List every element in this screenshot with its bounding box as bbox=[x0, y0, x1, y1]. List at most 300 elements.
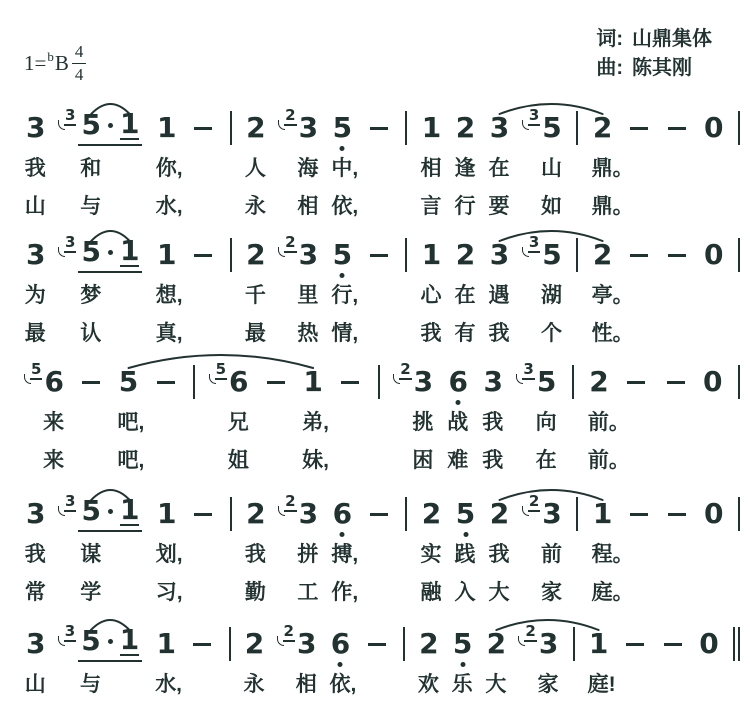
note-cluster bbox=[421, 238, 442, 271]
lyric-line bbox=[0, 321, 750, 349]
music-system bbox=[0, 360, 750, 482]
duration-dash bbox=[370, 254, 388, 257]
note-cluster bbox=[702, 365, 723, 398]
note: 5 bbox=[455, 497, 476, 530]
note: 1 bbox=[156, 497, 177, 530]
lyric-syllable: 鼎。 bbox=[591, 157, 634, 180]
lyric-syllable: 欢 bbox=[417, 673, 439, 696]
note-cluster bbox=[378, 365, 380, 399]
barline bbox=[405, 497, 407, 531]
note-cluster bbox=[332, 238, 353, 271]
lyric-syllable: 海 bbox=[297, 157, 319, 180]
music-line bbox=[26, 360, 740, 404]
barline bbox=[738, 111, 740, 145]
lyric-syllable: 情, bbox=[331, 322, 359, 345]
note-cluster bbox=[589, 365, 609, 398]
lyric-syllable: 谋 bbox=[80, 543, 102, 566]
beam-group bbox=[78, 493, 142, 532]
duration-dash bbox=[630, 254, 648, 257]
key-letter: B bbox=[54, 50, 69, 75]
note-cluster bbox=[246, 497, 266, 530]
duration-dash bbox=[157, 381, 175, 384]
barline bbox=[738, 238, 740, 272]
duration-dash bbox=[626, 643, 644, 646]
note: 3 bbox=[298, 238, 319, 271]
note: 1 bbox=[421, 111, 442, 144]
flat-sign: b bbox=[47, 49, 54, 65]
duration-dash bbox=[370, 127, 388, 130]
note: 5 bbox=[332, 111, 353, 144]
note: 3 bbox=[538, 627, 559, 660]
note: 5 bbox=[332, 238, 353, 271]
lyric-syllable: 千 bbox=[244, 284, 266, 307]
note-cluster bbox=[738, 111, 740, 145]
lyric-syllable: 山 bbox=[24, 673, 46, 696]
grace-note: 2 bbox=[285, 106, 296, 124]
duration-dash bbox=[627, 381, 645, 384]
note-cluster bbox=[661, 643, 685, 646]
lyric-syllable: 学 bbox=[80, 581, 102, 604]
lyric-syllable: 在 bbox=[535, 449, 557, 472]
lyric-syllable: 习, bbox=[155, 581, 183, 604]
note-cluster bbox=[264, 381, 288, 384]
lyric-syllable: 水, bbox=[155, 673, 183, 696]
music-line bbox=[26, 233, 740, 277]
lyric-syllable: 逢 bbox=[454, 157, 476, 180]
note-cluster bbox=[191, 254, 215, 257]
duration-dot bbox=[108, 123, 113, 128]
lyric-syllable: 大 bbox=[488, 581, 510, 604]
lyric-syllable: 与 bbox=[80, 195, 102, 218]
grace-note: 3 bbox=[65, 492, 76, 510]
rest-note: 0 bbox=[703, 238, 724, 271]
note-cluster bbox=[627, 127, 651, 130]
note-cluster bbox=[419, 627, 439, 660]
note: 1 bbox=[119, 234, 140, 267]
note-cluster bbox=[79, 381, 103, 384]
note: 6 bbox=[332, 497, 353, 530]
lyric-syllable: 里 bbox=[297, 284, 319, 307]
lyricist-credit bbox=[596, 25, 712, 54]
note-cluster bbox=[330, 627, 351, 660]
music-system bbox=[0, 106, 750, 228]
bar-stroke bbox=[733, 627, 735, 661]
note-cluster bbox=[448, 365, 469, 398]
music-line bbox=[26, 622, 740, 666]
lyric-syllable: 山 bbox=[24, 195, 46, 218]
note: 3 bbox=[26, 238, 46, 271]
lyric-syllable: 相 bbox=[420, 157, 442, 180]
note-cluster bbox=[365, 643, 389, 646]
music-system bbox=[0, 622, 750, 727]
note-cluster bbox=[367, 254, 391, 257]
note-cluster bbox=[280, 233, 319, 271]
note-cluster bbox=[156, 111, 177, 144]
note: 1 bbox=[588, 627, 609, 660]
lyric-syllable: 相 bbox=[297, 195, 319, 218]
note: 3 bbox=[542, 497, 562, 530]
duration-dash bbox=[668, 513, 686, 516]
duration-dash bbox=[368, 643, 386, 646]
composer-credit bbox=[596, 54, 712, 83]
credits bbox=[596, 25, 712, 83]
lyric-syllable: 依, bbox=[329, 673, 357, 696]
barline bbox=[576, 111, 578, 145]
lyric-syllable: 个 bbox=[541, 322, 562, 345]
note-cluster bbox=[403, 627, 405, 661]
lyric-line bbox=[0, 580, 750, 608]
lyric-syllable: 程。 bbox=[591, 543, 634, 566]
lyric-syllable: 我 bbox=[482, 411, 504, 434]
lyric-syllable: 性。 bbox=[591, 322, 634, 345]
beam-group bbox=[78, 234, 142, 273]
credit-label: 词: bbox=[596, 28, 623, 50]
lyric-syllable: 有 bbox=[454, 322, 476, 345]
note: 6 bbox=[330, 627, 351, 660]
lyric-syllable: 我 bbox=[24, 157, 46, 180]
note-cluster bbox=[303, 365, 323, 398]
note: 5 bbox=[118, 365, 139, 398]
note-cluster bbox=[405, 497, 407, 531]
lyric-syllable: 前。 bbox=[587, 411, 630, 434]
note: 5 bbox=[81, 235, 101, 268]
lyric-syllable: 向 bbox=[535, 411, 557, 434]
note: 6 bbox=[448, 365, 469, 398]
beam-group bbox=[78, 623, 142, 662]
lyric-syllable: 入 bbox=[454, 581, 476, 604]
note-cluster bbox=[156, 238, 177, 271]
note: 3 bbox=[26, 497, 46, 530]
note: 1 bbox=[156, 238, 177, 271]
note-cluster bbox=[455, 238, 476, 271]
lyric-line bbox=[0, 542, 750, 570]
note-cluster bbox=[524, 492, 562, 530]
lyric-syllable: 永 bbox=[243, 673, 265, 696]
note-cluster bbox=[246, 238, 266, 271]
note-cluster bbox=[26, 497, 46, 530]
note: 2 bbox=[455, 238, 476, 271]
lyric-line bbox=[0, 283, 750, 311]
lyric-syllable: 难 bbox=[447, 449, 469, 472]
music-system bbox=[0, 233, 750, 355]
grace-note: 3 bbox=[528, 233, 540, 251]
grace-note: 3 bbox=[64, 622, 76, 640]
note-cluster bbox=[244, 627, 265, 660]
lyric-syllable: 永 bbox=[244, 195, 266, 218]
note-cluster bbox=[405, 111, 407, 145]
duration-dash bbox=[664, 643, 682, 646]
lyric-syllable: 庭! bbox=[587, 673, 616, 696]
note-cluster bbox=[489, 497, 510, 530]
lyric-syllable: 山 bbox=[541, 157, 562, 180]
lyric-syllable: 遇 bbox=[488, 284, 510, 307]
barline bbox=[738, 497, 740, 531]
grace-note: 2 bbox=[528, 492, 540, 510]
lyric-syllable: 我 bbox=[482, 449, 504, 472]
note-cluster bbox=[191, 513, 215, 516]
duration-dash bbox=[267, 381, 285, 384]
lyric-syllable: 实 bbox=[420, 543, 442, 566]
note: 1 bbox=[119, 493, 140, 526]
lyric-syllable: 常 bbox=[24, 581, 46, 604]
note-cluster bbox=[455, 111, 476, 144]
note-cluster bbox=[738, 497, 740, 531]
duration-dash bbox=[82, 381, 100, 384]
lyric-syllable: 相 bbox=[295, 673, 317, 696]
lyric-syllable: 梦 bbox=[80, 284, 102, 307]
duration-dash bbox=[668, 254, 686, 257]
note-cluster bbox=[455, 497, 476, 530]
duration-dot bbox=[108, 639, 113, 644]
note: 1 bbox=[592, 497, 613, 530]
lyric-syllable: 我 bbox=[488, 543, 510, 566]
note-cluster bbox=[665, 513, 689, 516]
time-denominator: 4 bbox=[74, 64, 84, 84]
lyric-syllable: 认 bbox=[80, 322, 102, 345]
grace-note: 5 bbox=[31, 360, 42, 378]
note: 3 bbox=[413, 365, 434, 398]
lyric-syllable: 中, bbox=[331, 157, 359, 180]
note-cluster bbox=[592, 497, 613, 530]
barline bbox=[193, 365, 195, 399]
note-cluster bbox=[703, 238, 724, 271]
barline bbox=[403, 627, 405, 661]
note-cluster bbox=[624, 381, 648, 384]
note-cluster bbox=[60, 622, 142, 662]
lyric-syllable: 言 bbox=[420, 195, 442, 218]
note-cluster bbox=[489, 111, 510, 144]
note: 3 bbox=[26, 111, 46, 144]
lyric-syllable: 你, bbox=[155, 157, 183, 180]
grace-note: 2 bbox=[283, 622, 294, 640]
note-cluster bbox=[26, 360, 64, 398]
lyric-syllable: 勤 bbox=[244, 581, 266, 604]
lyric-syllable: 和 bbox=[80, 157, 102, 180]
lyric-syllable: 水, bbox=[155, 195, 183, 218]
note-cluster bbox=[338, 381, 362, 384]
note-cluster bbox=[230, 111, 232, 145]
note: 1 bbox=[421, 238, 442, 271]
rest-note: 0 bbox=[703, 497, 724, 530]
grace-note: 3 bbox=[523, 360, 534, 378]
note-cluster bbox=[26, 111, 46, 144]
note: 5 bbox=[536, 365, 557, 398]
note: 3 bbox=[298, 497, 319, 530]
grace-note: 2 bbox=[400, 360, 411, 378]
note-cluster bbox=[738, 238, 740, 272]
music-line bbox=[26, 492, 740, 536]
lyric-line bbox=[0, 194, 750, 222]
note-cluster bbox=[738, 365, 740, 399]
note: 2 bbox=[455, 111, 476, 144]
lyric-syllable: 困 bbox=[412, 449, 434, 472]
note: 2 bbox=[592, 111, 613, 144]
lyric-syllable: 心 bbox=[420, 284, 442, 307]
duration-dash bbox=[193, 643, 211, 646]
note-cluster bbox=[623, 643, 647, 646]
lyric-syllable: 在 bbox=[488, 157, 510, 180]
note: 3 bbox=[489, 238, 510, 271]
barline bbox=[573, 627, 575, 661]
lyric-syllable: 弟, bbox=[302, 411, 329, 434]
lyric-syllable: 与 bbox=[79, 673, 101, 696]
note-cluster bbox=[627, 254, 651, 257]
note-cluster bbox=[156, 497, 177, 530]
note: 2 bbox=[244, 627, 265, 660]
lyric-syllable: 作, bbox=[331, 581, 359, 604]
note-cluster bbox=[26, 627, 46, 660]
note-cluster bbox=[452, 627, 473, 660]
note-cluster bbox=[118, 365, 139, 398]
note-cluster bbox=[193, 365, 195, 399]
grace-note: 5 bbox=[215, 360, 227, 378]
lyric-syllable: 我 bbox=[244, 543, 266, 566]
note-cluster bbox=[699, 627, 719, 660]
note: 3 bbox=[489, 111, 510, 144]
lyric-syllable: 兄 bbox=[227, 411, 249, 434]
lyric-syllable: 行 bbox=[454, 195, 476, 218]
note: 2 bbox=[246, 497, 266, 530]
note: 6 bbox=[44, 365, 64, 398]
lyric-syllable: 在 bbox=[454, 284, 476, 307]
note: 2 bbox=[589, 365, 609, 398]
lyric-syllable: 工 bbox=[297, 581, 319, 604]
lyric-syllable: 吧, bbox=[117, 449, 145, 472]
note-cluster bbox=[592, 111, 613, 144]
note-cluster bbox=[518, 360, 557, 398]
note: 2 bbox=[486, 627, 507, 660]
note-cluster bbox=[665, 254, 689, 257]
duration-dot bbox=[108, 250, 113, 255]
note-cluster bbox=[405, 238, 407, 272]
lyric-syllable: 要 bbox=[488, 195, 510, 218]
lyric-syllable: 最 bbox=[244, 322, 266, 345]
note-cluster bbox=[421, 111, 442, 144]
lyric-syllable: 人 bbox=[244, 157, 266, 180]
note: 3 bbox=[483, 365, 503, 398]
note: 1 bbox=[119, 623, 140, 656]
duration-dash bbox=[630, 513, 648, 516]
barline bbox=[378, 365, 380, 399]
note-cluster bbox=[703, 497, 724, 530]
note-cluster bbox=[576, 111, 578, 145]
note-cluster bbox=[664, 381, 688, 384]
lyric-line bbox=[0, 672, 750, 700]
note-cluster bbox=[156, 627, 176, 660]
note: 2 bbox=[489, 497, 510, 530]
lyric-syllable: 划, bbox=[155, 543, 183, 566]
lyric-syllable: 拼 bbox=[297, 543, 319, 566]
barline bbox=[738, 365, 740, 399]
lyric-syllable: 湖 bbox=[541, 284, 562, 307]
note-cluster bbox=[280, 106, 319, 144]
lyric-syllable: 鼎。 bbox=[591, 195, 634, 218]
note-cluster bbox=[211, 360, 249, 398]
note-cluster bbox=[332, 497, 353, 530]
lyric-syllable: 如 bbox=[541, 195, 562, 218]
lyric-syllable: 真, bbox=[155, 322, 183, 345]
grace-note: 3 bbox=[65, 233, 76, 251]
note: 2 bbox=[246, 111, 266, 144]
lyric-syllable: 大 bbox=[485, 673, 507, 696]
lyric-syllable: 前 bbox=[541, 543, 562, 566]
note-cluster bbox=[524, 106, 562, 144]
beam-group bbox=[78, 107, 142, 146]
time-signature bbox=[72, 42, 87, 84]
key-prefix: 1= bbox=[24, 50, 47, 75]
note-cluster bbox=[573, 627, 575, 661]
lyric-syllable: 搏, bbox=[331, 543, 359, 566]
barline bbox=[230, 497, 232, 531]
lyric-syllable: 行, bbox=[331, 284, 359, 307]
lyric-syllable: 我 bbox=[488, 322, 510, 345]
note-cluster bbox=[230, 497, 232, 531]
lyric-syllable: 亭。 bbox=[591, 284, 634, 307]
barline bbox=[576, 497, 578, 531]
grace-note: 3 bbox=[65, 106, 76, 124]
note: 5 bbox=[81, 108, 101, 141]
lyric-syllable: 前。 bbox=[587, 449, 630, 472]
note: 5 bbox=[81, 494, 101, 527]
credit-label: 曲: bbox=[596, 57, 623, 79]
lyric-syllable: 乐 bbox=[451, 673, 473, 696]
lyric-syllable: 姐 bbox=[227, 449, 249, 472]
barline bbox=[230, 238, 232, 272]
music-line bbox=[26, 106, 740, 150]
note-cluster bbox=[576, 238, 578, 272]
lyric-syllable: 庭。 bbox=[591, 581, 634, 604]
note-cluster bbox=[191, 127, 215, 130]
duration-dash bbox=[667, 381, 685, 384]
lyric-syllable: 践 bbox=[454, 543, 476, 566]
duration-dot bbox=[108, 509, 113, 514]
lyric-syllable: 吧, bbox=[117, 411, 145, 434]
lyric-syllable: 为 bbox=[24, 284, 46, 307]
duration-dash bbox=[341, 381, 359, 384]
duration-dash bbox=[194, 127, 212, 130]
final-barline bbox=[733, 627, 740, 661]
duration-dash bbox=[194, 254, 212, 257]
note-cluster bbox=[154, 381, 178, 384]
lyric-line bbox=[0, 156, 750, 184]
note-cluster bbox=[280, 492, 319, 530]
lyric-syllable: 家 bbox=[537, 673, 559, 696]
grace-note: 2 bbox=[525, 622, 536, 640]
duration-dash bbox=[194, 513, 212, 516]
credit-value: 山鼎集体 bbox=[632, 28, 712, 50]
note-cluster bbox=[733, 627, 740, 661]
note-cluster bbox=[524, 233, 562, 271]
barline bbox=[405, 111, 407, 145]
note: 1 bbox=[156, 111, 177, 144]
barline bbox=[229, 627, 231, 661]
lyric-syllable: 我 bbox=[24, 543, 46, 566]
barline bbox=[576, 238, 578, 272]
note: 2 bbox=[592, 238, 613, 271]
note: 6 bbox=[229, 365, 249, 398]
note-cluster bbox=[486, 627, 507, 660]
note: 3 bbox=[298, 111, 319, 144]
bar-stroke bbox=[738, 627, 740, 661]
barline bbox=[572, 365, 574, 399]
duration-dash bbox=[370, 513, 388, 516]
note-cluster bbox=[576, 497, 578, 531]
note-cluster bbox=[60, 492, 142, 532]
note: 1 bbox=[119, 107, 140, 140]
note: 3 bbox=[296, 627, 317, 660]
note: 1 bbox=[156, 627, 176, 660]
lyric-syllable: 挑 bbox=[412, 411, 434, 434]
